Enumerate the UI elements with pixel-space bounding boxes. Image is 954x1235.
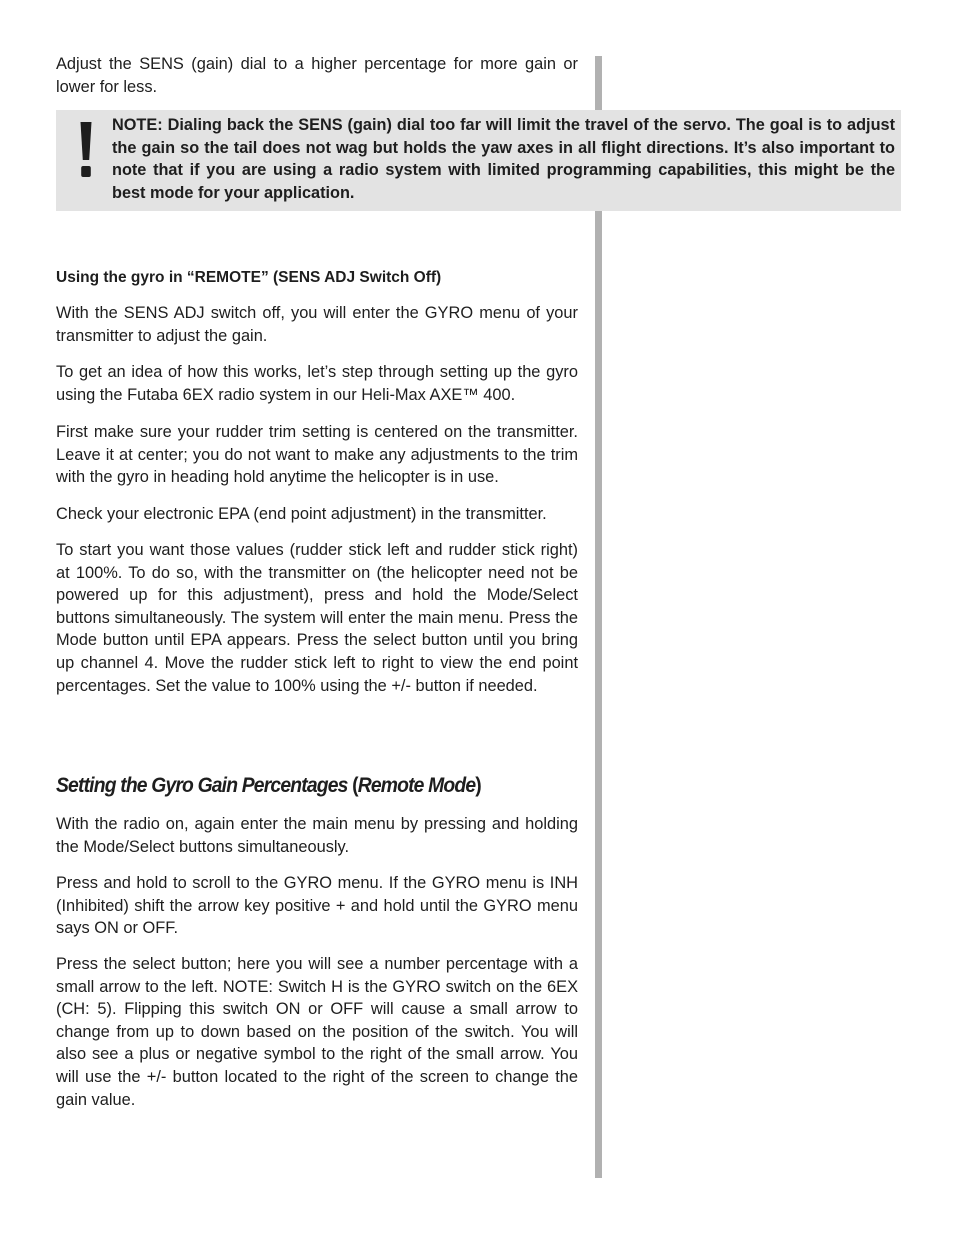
paragraph: To get an idea of how this works, let’s step through setting up the gyro using the Futaba 6EX radio system in our Heli-Max AXE™ 400. bbox=[56, 363, 578, 404]
column-rule bbox=[595, 210, 602, 1178]
paragraph: To start you want those values (rudder stick left and rudder stick right) at 100%. To do so, with the transmitter on (the helicopter need not be powered up for this adjustment), press and hold the Mode/Select buttons simultaneously. The system will enter the main menu. Press the Mode button until EPA appears. Press the select button until you bring up channel 4. Move the rudder stick left to right to view the end point percentages. Set the value to 100% using the +/- button if needed. bbox=[56, 541, 578, 695]
section-title-mode: Remote Mode bbox=[357, 774, 476, 797]
section-title-paren-close: ) bbox=[475, 774, 481, 797]
remote-heading: Using the gyro in “REMOTE” (SENS ADJ Switch Off) bbox=[56, 269, 442, 286]
note-text: NOTE: Dialing back the SENS (gain) dial too far will limit the travel of the servo. The goal is to adjust the gain so the tail does not wag but holds the yaw axes in all flight directions. It’s also important to note that if you are using a radio system with limited programming capabilities, this might be the best mode for your application. bbox=[112, 116, 895, 202]
section-title-paren-open: ( bbox=[347, 774, 358, 797]
section-title bbox=[56, 771, 536, 801]
paragraph: Press the select button; here you will see a number percentage with a small arrow to the left. NOTE: Switch H is the GYRO switch on the 6EX (CH: 5). Flipping this switch ON or OFF will cause a small arrow to change from up to down based on the position of the switch. You will also see a plus or negative symbol to the right of the small arrow. You will use the +/- button located to the right of the screen to change the gain value. bbox=[56, 955, 578, 1109]
intro-paragraph: Adjust the SENS (gain) dial to a higher percentage for more gain or lower for less. bbox=[56, 55, 578, 96]
note-box bbox=[56, 110, 901, 211]
paragraph: Press and hold to scroll to the GYRO menu. If the GYRO menu is INH (Inhibited) shift the arrow key positive + and hold until the GYRO menu says ON or OFF. bbox=[56, 874, 578, 938]
paragraph: With the radio on, again enter the main menu by pressing and holding the Mode/Select buttons simultaneously. bbox=[56, 815, 578, 856]
exclamation-icon bbox=[78, 120, 94, 180]
paragraph: First make sure your rudder trim setting is centered on the transmitter. Leave it at center; you do not want to make any adjustments to the trim with the gyro in heading hold anytime the helicopter is in use. bbox=[56, 423, 578, 487]
section-title-main: Setting the Gyro Gain Percentages bbox=[56, 774, 348, 797]
paragraph: With the SENS ADJ switch off, you will enter the GYRO menu of your transmitter to adjust the gain. bbox=[56, 304, 578, 345]
paragraph: Check your electronic EPA (end point adjustment) in the transmitter. bbox=[56, 505, 547, 523]
column-rule-top bbox=[595, 56, 602, 110]
